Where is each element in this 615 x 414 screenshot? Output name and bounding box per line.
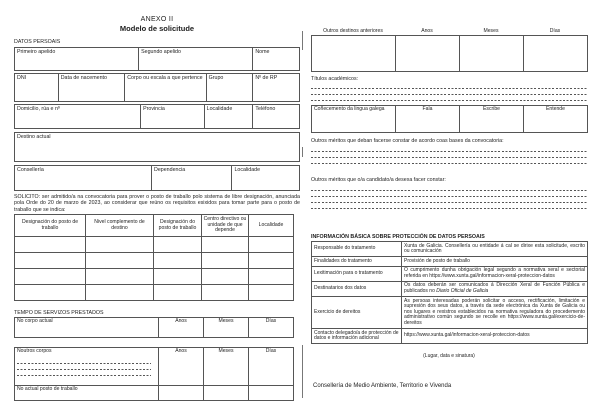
tempo-outros-corpos-table [14,347,294,401]
prot-label: Lexitimación para o tratamento [312,266,402,281]
posto-empty-row [15,237,294,253]
field-data-nacemento: Data de nacemento [58,74,125,101]
posto-empty-row [15,285,294,301]
left-column [14,0,300,401]
prot-value: https://www.xunta.gal/informacion-xeral-proteccion-datos [402,329,588,344]
datos-row-2 [14,73,300,102]
posto-header-designacion: Designación do posto de traballo [15,214,86,236]
col-dias: Días [249,318,294,338]
field-nome: Nome [252,48,299,70]
field-localidade-2: Localidade [231,166,299,190]
prot-label: Finalidades do tratamento [312,257,402,267]
prot-value: Xunta de Galicia. Consellería ou entidade á cal se dirixe esta solicitude, escrito ou comunicación [402,242,588,257]
prot-row-responsable [312,242,588,257]
field-destino-actual: Destino actual [17,134,51,140]
hdr-anos: Anos [421,28,433,34]
outros-destinos-table [311,35,588,72]
field-dependencia: Dependencia [151,166,231,190]
empty-cell [249,237,294,253]
field-segundo-apelido: Segundo apelido [138,48,252,70]
solicito-paragraph: SOLICITO: ser admitido/a na convocatoria para prover o posto de traballo polo sistema de libre designación, anunciada pola Orde do 20 de marzo de 2023, ao considerar que reúno os requisitos esixidos para tomar parte para o posto de traballo que se indica: [14,194,300,213]
empty-cell [86,269,154,285]
dotted-line [311,159,587,165]
empty-cell [204,386,249,401]
empty-cell [202,285,249,301]
hdr-meses: Meses [483,28,499,34]
posto-header-designacion-2: Designación do posto de traballo [154,214,202,236]
proteccion-datos-title: INFORMACIÓN BÁSICA SOBRE PROTECCIÓN DE DATOS PERSOAIS [311,234,485,240]
prot-row-contacto [312,329,588,344]
posto-header-nivel: Nivel complemento de destino [86,214,154,236]
prot-value-italic: Diario Oficial de Galicia [436,288,489,295]
prot-label: Exercicio de dereitos [312,297,402,329]
empty-cell [202,269,249,285]
right-column [311,0,587,359]
scan-fold-mark [302,147,303,157]
col-entende: Entende [524,106,588,133]
lugar-data-sinatura: (Lugar, data e sinatura) [423,353,475,360]
prot-row-lexitimacion [312,266,588,281]
empty-cell [249,253,294,269]
datos-row-1 [14,47,300,71]
empty-cell [86,253,154,269]
field-telefono: Teléfono [252,105,299,128]
field-conselleria: Consellería [17,167,44,173]
field-no-corpo-actual: No corpo actual [15,318,159,338]
prot-label: Destinatarios dos datos [312,281,402,296]
posto-empty-row [15,269,294,285]
col-dias: Días [249,348,294,386]
prot-row-finalidades [312,257,588,267]
col-meses: Meses [204,348,249,386]
footer-conselleria: Consellería de Medio Ambiente, Territorio e Vivenda [313,383,452,389]
datos-row-4 [14,132,300,162]
outros-destinos-header-row [311,28,587,35]
empty-cell [249,386,294,401]
empty-cell [460,36,524,72]
empty-cell [396,36,460,72]
prot-value: As persoas interesadas poderán solicitar o acceso, rectificación, limitación e supresión dos seus datos, a través da sede electrónica da Xunta de Galicia ou nos lugares e rexistros establecidos na normativa reguladora do procedemento administrativo común segundo se recolle en https://www.xunta.gal/exercicio-de-dereitos [402,297,588,329]
dotted-line [311,96,587,102]
lingua-row [312,106,588,133]
posto-header-centro: Centro directivo ou unidade de que depende [202,214,249,236]
empty-cell [159,386,204,401]
field-primeiro-apelido: Primeiro apelido [17,49,56,55]
section-tempo-servizos: TEMPO DE SERVIZOS PRESTADOS [14,310,104,317]
empty-cell [86,285,154,301]
empty-cell [249,285,294,301]
col-fala: Fala [396,106,460,133]
posto-actual-row [15,386,294,401]
tempo-row [15,318,294,338]
prot-value [402,281,588,296]
posto-empty-row [15,253,294,269]
meritos-bases-label: Outros méritos que deban facerse constar de acordo coas bases da convocatoria: [311,138,504,144]
prot-row-destinatarios [312,281,588,296]
empty-cell [312,36,396,72]
empty-cell [154,253,202,269]
empty-cell [154,237,202,253]
field-corpo-escala: Corpo ou escala a que pertence [124,74,205,101]
meritos-candidato-label: Outros méritos que o/a candidato/a desexa facer constar: [311,177,446,183]
col-meses: Meses [204,318,249,338]
field-localidade: Localidade [204,105,253,128]
prot-value: O cumprimento dunha obrigación legal segundo a normativa xeral e sectorial referida en https://www.xunta.gal/informacion-xeral-proteccion-datos [402,266,588,281]
dotted-line [17,371,151,377]
empty-cell [86,237,154,253]
empty-cell [15,269,86,285]
section-datos-persoais: DATOS PERSOAIS [14,39,61,45]
annex-title: ANEXO II [140,16,174,23]
field-conecemento-lingua: Coñecemento da lingua galega [312,106,396,133]
outros-corpos-row [15,348,294,386]
prot-label: Contacto delegado/a de protección de datos e información adicional [312,329,402,344]
scan-fold-mark [302,31,303,50]
empty-cell [154,269,202,285]
prot-label: Responsable do tratamento [312,242,402,257]
posto-header-row [15,214,294,236]
empty-cell [202,253,249,269]
prot-value-text: Os datos deberán ser comunicados á Dirección Xeral de Función Pública e publicados no [404,282,585,295]
empty-cell [154,285,202,301]
form-title [14,0,300,33]
field-provincia: Provincia [140,105,204,128]
empty-cell [249,269,294,285]
dotted-line [311,204,587,210]
col-escribe: Escribe [460,106,524,133]
prot-value: Provisión de posto de traballo [402,257,588,267]
field-domicilio: Domicilio, rúa e nº [17,106,60,112]
col-anos: Anos [159,348,204,386]
tempo-corpo-actual-table [14,317,294,338]
datos-row-3 [14,104,300,129]
titulos-academicos-label: Títulos académicos: [311,76,359,82]
posto-traballo-table [14,214,294,301]
posto-header-localidade: Localidade [249,214,294,236]
empty-cell [524,36,588,72]
datos-row-5 [14,165,300,191]
form-subtitle: Modelo de solicitude [119,24,195,33]
empty-cell [15,237,86,253]
hdr-dias: Días [549,28,561,34]
empty-cell [202,237,249,253]
noutros-corpos-label: Noutros corpos [17,348,52,355]
col-anos: Anos [159,318,204,338]
field-num-rp: Nº de RP [252,74,299,101]
scan-fold-mark [302,345,303,398]
field-dni: DNI [17,75,27,81]
empty-cell [15,253,86,269]
proteccion-datos-table [311,241,588,344]
prot-row-exercicio [312,297,588,329]
field-noutros-corpos [15,348,159,386]
lingua-galega-table [311,105,588,133]
outros-destinos-row [312,36,588,72]
field-grupo: Grupo [206,74,253,101]
empty-cell [15,285,86,301]
field-no-actual-posto: No actual posto de traballo [15,386,159,401]
hdr-outros-destinos: Outros destinos anteriores [323,28,383,34]
